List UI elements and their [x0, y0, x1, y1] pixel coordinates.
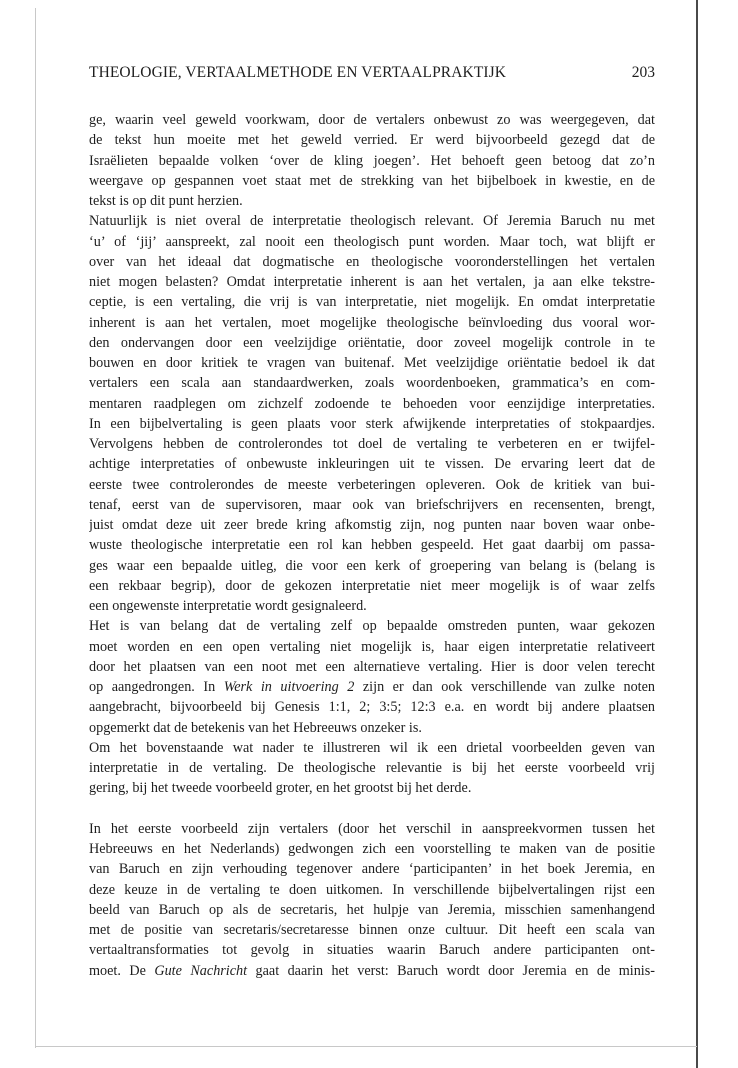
line-text: de tekst hun moeite met het geweld verried. Er werd bijvoorbeeld gezegd dat de	[89, 132, 655, 149]
line-text: door het plaatsen van een noot met een alternatieve vertaling. Hier is door velen terecht	[89, 658, 655, 675]
text-line	[89, 637, 655, 657]
bottom-margin-rule	[35, 1046, 697, 1047]
text-line	[89, 130, 655, 150]
text-line	[89, 232, 655, 252]
text-line	[89, 859, 655, 879]
text-line	[89, 880, 655, 900]
text-line	[89, 313, 655, 333]
text-line	[89, 940, 655, 960]
line-text: vertalers een scala aan standaardwerken, zoals woordenboeken, grammatica’s en com-	[89, 375, 655, 392]
line-text: van Baruch en zijn verhouding tegenover andere ‘participanten’ in het boek Jeremia, en	[89, 861, 655, 878]
text-line	[89, 697, 655, 717]
line-text: ‘u’ of ‘jij’ aanspreekt, zal nooit een theologisch punt worden. Maar toch, wat blijft er	[89, 233, 655, 250]
text-line	[89, 738, 655, 758]
text-line	[89, 454, 655, 474]
line-text: bouwen en door kritiek te vragen van buitenaf. Met veelzijdige oriëntatie bedoel ik dat	[89, 355, 655, 371]
text-line	[89, 495, 655, 515]
line-text: interpretatie in de vertaling. De theologische relevantie is bij het eerste voorbeeld vrij	[89, 760, 655, 776]
right-edge-rule	[696, 0, 698, 1068]
line-text: deze keuze in de vertaling te doen uitkomen. In verschillende bijbelvertalingen rijst een	[89, 881, 655, 898]
text-line	[89, 576, 655, 596]
line-text: op aangedrongen. In	[89, 679, 224, 695]
line-text: een rekbaar begrip), door de gekozen interpretatie niet meer mogelijk is of waar zelfs	[89, 577, 655, 594]
line-text: Vervolgens hebben de controlerondes tot doel de vertaling te verbeteren en er twijfel-	[89, 436, 655, 452]
blank-line	[89, 799, 655, 819]
line-text: aangebracht, bijvoorbeeld bij Genesis 1:1, 2; 3:5; 12:3 e.a. en wordt bij andere plaatsen	[89, 699, 655, 716]
line-text: In het eerste voorbeeld zijn vertalers (door het verschil in aanspreekvormen tussen het	[89, 820, 655, 837]
text-line	[89, 677, 655, 697]
line-text-after: gaat daarin het verst: Baruch wordt door Jeremia en de minis-	[247, 962, 655, 979]
line-text: moet. De	[89, 962, 155, 979]
line-text: een ongewenste interpretatie wordt gesignaleerd.	[89, 598, 367, 614]
line-text: ges waar een bepaalde uitleg, die voor een kerk of groepering van belang is (belang is	[89, 557, 655, 574]
line-text: over van het ideaal dat dogmatische en theologische vooronderstellingen het vertalen	[89, 253, 655, 270]
text-line	[89, 819, 655, 839]
text-line	[89, 151, 655, 171]
text-line	[89, 475, 655, 495]
running-header	[89, 64, 655, 86]
text-line	[89, 616, 655, 636]
line-text: eerste twee controlerondes de meeste verbeteringen opleveren. Ook de kritiek van bui-	[89, 476, 655, 493]
text-line	[89, 110, 655, 130]
line-text: met de positie van secretaris/secretaresse binnen onze cultuur. Dit heeft een scala van	[89, 922, 655, 938]
line-text: Natuurlijk is niet overal de interpretatie theologisch relevant. Of Jeremia Baruch nu met	[89, 213, 655, 230]
line-text: beeld van Baruch op als de secretaris, het hulpje van Jeremia, misschien samenhangend	[89, 901, 655, 918]
text-line	[89, 373, 655, 393]
text-line	[89, 434, 655, 454]
line-text: opgemerkt dat de betekenis van het Hebreeuws onzeker is.	[89, 719, 422, 736]
text-line	[89, 535, 655, 555]
text-line	[89, 252, 655, 272]
text-line	[89, 778, 655, 798]
line-text: Hebreeuws en het Nederlands) gedwongen zich een voorstelling te maken van de positie	[89, 841, 655, 857]
italic-title: Gute Nachricht	[154, 962, 248, 979]
header-title: THEOLOGIE, VERTAALMETHODE EN VERTAALPRAKTIJK	[89, 64, 507, 81]
line-text: tenaf, eerst van de supervisoren, maar ook van briefschrijvers en recensenten, brengt,	[89, 496, 655, 513]
text-line	[89, 961, 655, 981]
text-line	[89, 515, 655, 535]
line-text-after: zijn er dan ook verschillende van zulke noten	[354, 679, 655, 695]
line-text: Israëlieten bepaalde volken ‘over de kling joegen’. Het behoeft geen betoog dat zo’n	[89, 152, 655, 169]
line-text: moet worden en een open vertaling niet mogelijk is, haar eigen interpretatie relativeert	[89, 638, 655, 655]
text-line	[89, 333, 655, 353]
line-text: niet mogen belasten? Omdat interpretatie inherent is aan het vertalen, ja aan elke tekstre-	[89, 274, 655, 290]
line-text: mentaren raadplegen om zichzelf zodoende te behoeden voor eenzijdige interpretaties.	[89, 395, 655, 412]
page-number: 203	[631, 64, 655, 81]
text-line	[89, 718, 655, 738]
line-text: vertaaltransformaties tot gevolg in situaties waarin Baruch andere participanten ont-	[89, 942, 655, 959]
body-text	[89, 110, 655, 981]
text-line	[89, 272, 655, 292]
line-text: tekst is op dit punt herzien.	[89, 193, 243, 209]
text-line	[89, 920, 655, 940]
text-line	[89, 414, 655, 434]
line-text: gering, bij het tweede voorbeeld groter, en het grootst bij het derde.	[89, 780, 472, 797]
text-line	[89, 758, 655, 778]
line-text: den ondervangen door een veelzijdige oriëntatie, door zoveel mogelijk controle in te	[89, 334, 655, 351]
text-line	[89, 839, 655, 859]
line-text: ge, waarin veel geweld voorkwam, door de vertalers onbewust zo was weergegeven, dat	[89, 112, 655, 128]
line-text: Het is van belang dat de vertaling zelf op bepaalde omstreden punten, waar gekozen	[89, 618, 655, 635]
left-margin-rule	[35, 8, 36, 1048]
line-text: weergave op gespannen voet staat met de strekking van het bijbelboek in kwestie, en de	[89, 172, 655, 189]
text-line	[89, 292, 655, 312]
line-text: juist omdat deze uit zeer brede kring afkomstig zijn, nog punten naar boven waar onbe-	[89, 517, 655, 533]
line-text: In een bijbelvertaling is geen plaats voor sterk afwijkende interpretaties of stokpaardjes.	[89, 415, 655, 432]
line-text: wuste theologische interpretatie een rol kan hebben gespeeld. Het gaat daarbij om passa-	[89, 537, 655, 554]
line-text: inherent is aan het vertalen, moet mogelijke theologische beïnvloeding dus vooral wor-	[89, 314, 655, 331]
line-text: ceptie, is een vertaling, die vrij is van interpretatie, niet mogelijk. En omdat interpretatie	[89, 294, 655, 311]
text-line	[89, 191, 655, 211]
text-line	[89, 394, 655, 414]
text-line	[89, 596, 655, 616]
line-text: Om het bovenstaande wat nader te illustreren wil ik een drietal voorbeelden geven van	[89, 739, 655, 756]
text-line	[89, 657, 655, 677]
text-line	[89, 900, 655, 920]
text-line	[89, 171, 655, 191]
text-line	[89, 211, 655, 231]
italic-title: Werk in uitvoering 2	[223, 679, 355, 695]
text-line	[89, 556, 655, 576]
line-text: achtige interpretaties of onbewuste inkleuringen uit te vissen. De ervaring leert dat de	[89, 456, 655, 473]
text-line	[89, 353, 655, 373]
